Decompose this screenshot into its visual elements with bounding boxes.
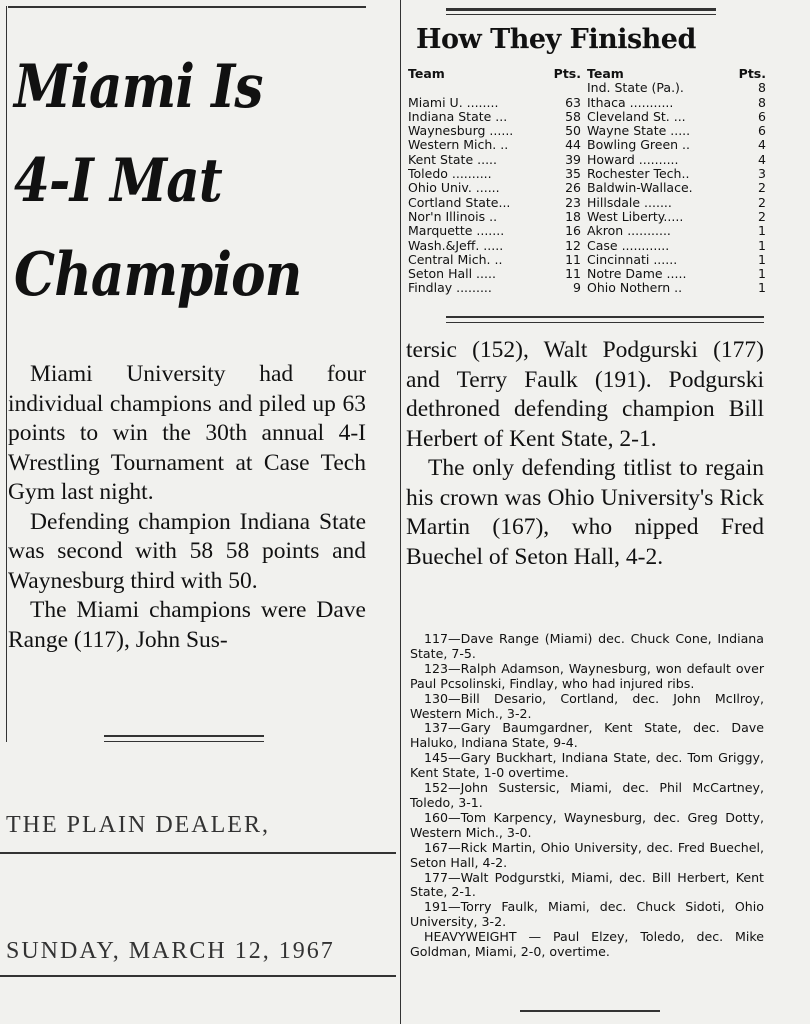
standings-points: 6 [758,109,766,124]
standings-cell [408,124,587,138]
result-entry: 191—Torry Faulk, Miami, dec. Chuck Sidoti, Ohio University, 3-2. [410,899,764,930]
standings-points: 18 [565,209,581,224]
standings-cell [408,281,587,295]
headline-line: Champion [14,240,302,310]
standings-points: 1 [758,281,766,296]
standings-points: 11 [565,267,581,282]
standings-cell [587,210,766,224]
story-paragraph: The only defending titlist to regain his crown was Ohio University's Rick Martin (167), who nipped Fred Buechel of Seton Hall, 4-2. [406,455,764,570]
table-top-rule [446,8,716,11]
result-entry: 123—Ralph Adamson, Waynesburg, won default over Paul Pcsolinski, Findlay, who had injured ribs. [410,660,764,691]
standings-points: 3 [758,167,766,182]
standings-team: Central Mich. .. [408,252,503,267]
standings-row [408,153,766,167]
standings-cell [587,167,766,181]
standings-cell [587,267,766,281]
result-entry: 152—John Sustersic, Miami, dec. Phil McCartney, Toledo, 3-1. [410,780,764,810]
standings-cell [408,196,587,210]
standings-row [408,253,766,267]
headline-line: Miami Is [14,52,263,122]
standings-header-team: Team [587,67,624,81]
table-top-rule-2 [446,14,716,15]
result-entry: 177—Walt Podgurstki, Miami, dec. Bill Herbert, Kent State, 2-1. [410,869,764,900]
standings-row [408,196,766,210]
standings-cell [408,253,587,267]
standings-row [408,224,766,238]
standings-header-pts: Pts. [738,67,766,81]
standings-cell [587,239,766,253]
standings-points: 11 [565,252,581,267]
newspaper-masthead: THE PLAIN DEALER, [6,812,270,838]
standings-row [408,181,766,195]
standings-team: Akron ........... [587,224,671,239]
story-paragraph: The Miami champions were Dave Range (117), John Sus- [8,597,366,653]
standings-points: 50 [565,124,581,139]
standings-points: 6 [758,124,766,139]
standings-team: Miami U. ........ [408,95,499,110]
standings-cell [408,110,587,124]
standings-cell [408,224,587,238]
standings-points: 63 [565,95,581,110]
standings-team: West Liberty..... [587,209,684,224]
standings-team: Wash.&Jeff. ..... [408,238,504,253]
result-entry: 137—Gary Baumgardner, Kent State, dec. Dave Haluko, Indiana State, 9-4. [410,720,764,751]
standings-team: Howard .......... [587,152,679,167]
standings-points: 26 [565,181,581,196]
standings-row [408,138,766,152]
standings-points: 44 [565,138,581,153]
masthead-underline [0,852,396,854]
standings-team: Ohio Univ. ...... [408,181,500,196]
standings-team: Ind. State (Pa.). [587,81,684,96]
standings-points: 8 [758,95,766,110]
standings-cell [587,124,766,138]
result-entry: HEAVYWEIGHT — Paul Elzey, Toledo, dec. Mike Goldman, Miami, 2-0, overtime. [410,929,764,960]
standings-title: How They Finished [416,24,696,55]
standings-cell [408,138,587,152]
standings-points: 2 [758,209,766,224]
standings-row [408,124,766,138]
standings-team: Hillsdale ....... [587,195,672,210]
table-bottom-rule [446,316,764,318]
standings-team: Toledo .......... [408,167,492,182]
results-list [410,632,764,960]
standings-row [408,267,766,281]
story-continuation: tersic (152), Walt Podgurski (177) and Terry Faulk (191). Podgurski dethroned defending champion Bill Herbert of Kent State, 2-1. [406,337,764,452]
standings-team: Rochester Tech.. [587,167,690,182]
left-story-end-rule-2 [104,741,264,742]
standings-cell [587,281,766,295]
result-entry: 167—Rick Martin, Ohio University, dec. Fred Buechel, Seton Hall, 4-2. [410,839,764,870]
standings-team: Ohio Nothern .. [587,281,683,296]
result-entry: 117—Dave Range (Miami) dec. Chuck Cone, Indiana State, 7-5. [410,631,764,661]
standings-points: 4 [758,138,766,153]
left-column-border [6,6,7,742]
standings-team: Bowling Green .. [587,138,690,153]
standings-points: 58 [565,109,581,124]
standings-team: Baldwin-Wallace. [587,181,693,196]
story-body-right [406,336,764,572]
standings-row [408,281,766,295]
standings-table [408,67,766,296]
standings-row [408,110,766,124]
standings-points: 23 [565,195,581,210]
standings-points: 1 [758,267,766,282]
standings-team: Cleveland St. ... [587,109,686,124]
standings-cell [408,210,587,224]
standings-team: Kent State ..... [408,152,497,167]
standings-points: 2 [758,195,766,210]
dateline: SUNDAY, MARCH 12, 1967 [6,938,335,964]
headline [14,40,311,322]
standings-points: 9 [573,281,581,296]
standings-team: Wayne State ..... [587,124,691,139]
standings-team: Waynesburg ...... [408,124,514,139]
standings-cell [408,167,587,181]
standings-points: 12 [565,238,581,253]
standings-team: Findlay ......... [408,281,492,296]
standings-team: Cincinnati ...... [587,252,678,267]
standings-cell [408,239,587,253]
story-body-left [8,360,366,655]
top-left-rule [8,6,366,8]
result-entry: 145—Gary Buckhart, Indiana State, dec. Tom Griggy, Kent State, 1-0 overtime. [410,750,764,781]
results-end-rule [520,1010,660,1012]
standings-row [408,167,766,181]
standings-row [408,239,766,253]
result-entry: 130—Bill Desario, Cortland, dec. John McIlroy, Western Mich., 3-2. [410,690,764,721]
standings-cell [587,153,766,167]
standings-cell [587,138,766,152]
standings-header-row [408,67,766,81]
story-paragraph: Defending champion Indiana State was second with 58 58 points and Waynesburg third with 50. [8,508,366,594]
standings-row [408,81,766,95]
story-paragraph: Miami University had four individual champions and piled up 63 points to win the 30th annual 4-I Wrestling Tournament at Case Tech Gym last night. [8,361,366,505]
standings-header-pts: Pts. [553,67,581,81]
standings-cell [408,96,587,110]
standings-cell [587,253,766,267]
standings-points: 39 [565,152,581,167]
standings-team: Case ............ [587,238,670,253]
standings-team: Seton Hall ..... [408,267,496,282]
standings-team: Cortland State... [408,195,511,210]
standings-team: Notre Dame ..... [587,267,687,282]
standings-team: Ithaca ........... [587,95,674,110]
standings-points: 8 [758,81,766,96]
standings-team: Indiana State ... [408,109,508,124]
standings-team: Marquette ....... [408,224,505,239]
column-divider [400,0,401,1024]
left-story-end-rule [104,735,264,737]
standings-points: 35 [565,167,581,182]
standings-cell [587,181,766,195]
standings-team: Western Mich. .. [408,138,509,153]
dateline-underline [0,975,396,977]
standings-points: 1 [758,252,766,267]
standings-cell [408,267,587,281]
standings-cell [587,96,766,110]
table-bottom-rule-2 [446,322,764,323]
standings-points: 16 [565,224,581,239]
headline-line: 4-I Mat [14,146,222,216]
standings-points: 2 [758,181,766,196]
standings-cell [587,224,766,238]
standings-team: Nor'n Illinois .. [408,209,498,224]
standings-cell [587,196,766,210]
standings-row [408,96,766,110]
standings-points: 1 [758,224,766,239]
standings-cell [408,181,587,195]
standings-header-team: Team [408,67,445,81]
result-entry: 160—Tom Karpency, Waynesburg, dec. Greg Dotty, Western Mich., 3-0. [410,809,764,840]
standings-points: 4 [758,152,766,167]
standings-points: 1 [758,238,766,253]
standings-cell [408,153,587,167]
standings-cell [587,110,766,124]
standings-row [408,210,766,224]
